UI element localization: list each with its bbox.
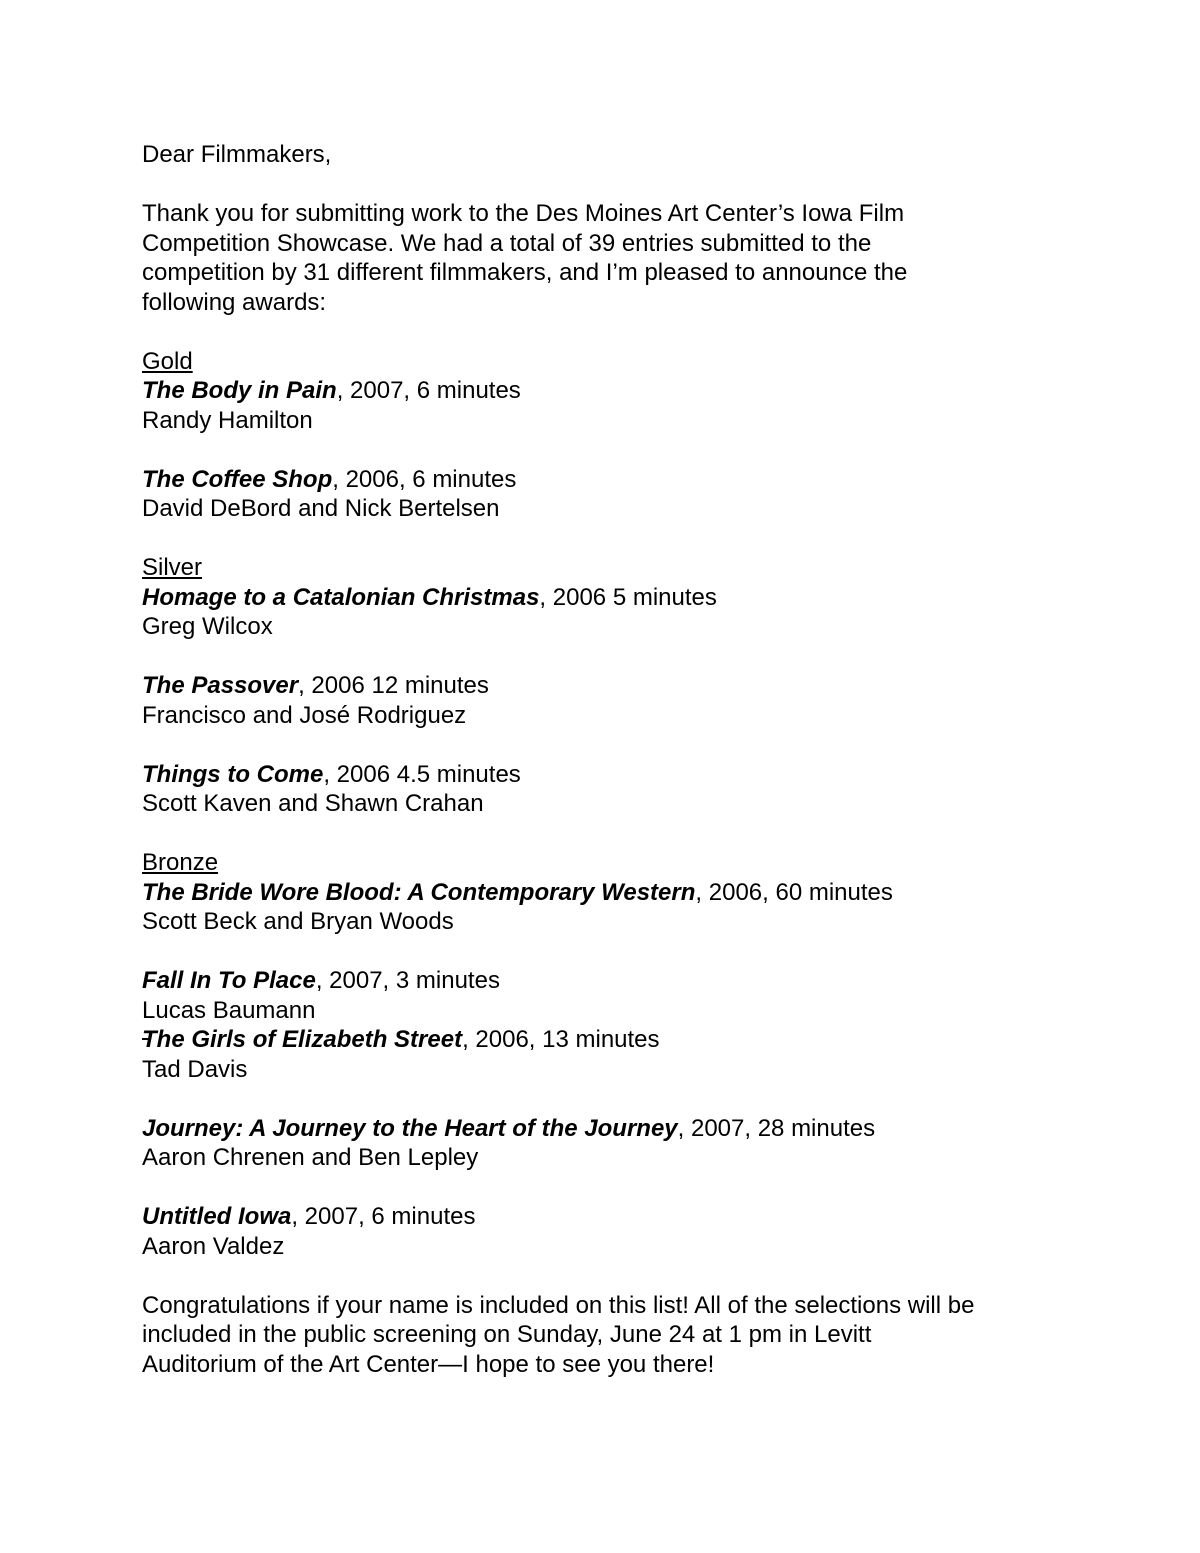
letter-page	[142, 140, 1082, 1379]
filmmakers: Greg Wilcox	[142, 613, 273, 640]
award-entry	[142, 1202, 1082, 1261]
film-title: The Coffee Shop	[142, 465, 333, 493]
film-details: , 2006 5 minutes	[539, 583, 717, 611]
film-line	[142, 760, 1082, 790]
film-title: Untitled Iowa	[142, 1203, 292, 1230]
filmmakers: Scott Kaven and Shawn Crahan	[142, 790, 484, 817]
film-line	[142, 1114, 1082, 1144]
film-line	[142, 376, 1082, 406]
closing-paragraph	[142, 1291, 1082, 1380]
intro-line: Thank you for submitting work to the Des Moines Art Center’s Iowa Film	[142, 200, 905, 227]
award-tier-gold: Gold	[142, 347, 193, 375]
film-details: , 2007, 6 minutes	[336, 377, 521, 404]
filmmakers: Scott Beck and Bryan Woods	[142, 908, 454, 935]
film-details: , 2007, 6 minutes	[291, 1203, 476, 1230]
film-line	[142, 583, 1082, 613]
filmmakers: Randy Hamilton	[142, 406, 313, 434]
closing-line: included in the public screening on Sunday, June 24 at 1 pm in Levitt	[142, 1321, 872, 1348]
filmmakers: Tad Davis	[142, 1055, 248, 1083]
award-entry	[142, 583, 1082, 642]
filmmakers: Aaron Valdez	[142, 1232, 285, 1260]
film-details: , 2006 4.5 minutes	[323, 760, 521, 788]
film-title: The Bride Wore Blood: A Contemporary Western	[142, 878, 696, 906]
film-line	[142, 878, 1082, 908]
bronze-section	[142, 848, 1082, 1261]
award-tier-bronze: Bronze	[142, 849, 219, 876]
film-details: , 2006 12 minutes	[298, 672, 489, 699]
film-title: Journey: A Journey to the Heart of the Journey	[142, 1114, 678, 1142]
award-entry	[142, 760, 1082, 819]
award-entry	[142, 671, 1082, 730]
filmmakers: Francisco and José Rodriguez	[142, 701, 467, 729]
film-line	[142, 1025, 1082, 1055]
film-title: The Body in Pain	[142, 377, 337, 404]
award-tier-silver: Silver	[142, 554, 203, 581]
closing-line: Auditorium of the Art Center—I hope to see you there!	[142, 1350, 715, 1378]
gold-section	[142, 347, 1082, 524]
film-title: The Passover	[142, 672, 299, 699]
film-line	[142, 671, 1082, 701]
film-details: , 2006, 6 minutes	[332, 465, 517, 493]
film-details: , 2006, 60 minutes	[695, 878, 893, 906]
film-line	[142, 966, 1082, 996]
greeting: Dear Filmmakers,	[142, 141, 332, 168]
film-details: , 2006, 13 minutes	[462, 1026, 660, 1053]
film-details: , 2007, 28 minutes	[677, 1114, 876, 1142]
intro-line: following awards:	[142, 288, 327, 316]
film-title: Things to Come	[142, 760, 324, 788]
filmmakers: David DeBord and Nick Bertelsen	[142, 495, 500, 522]
silver-section	[142, 553, 1082, 819]
award-entry	[142, 1114, 1082, 1173]
closing-line: Congratulations if your name is included on this list! All of the selections will be	[142, 1291, 975, 1319]
film-title: Homage to a Catalonian Christmas	[142, 583, 540, 611]
intro-line: Competition Showcase. We had a total of 39 entries submitted to the	[142, 229, 872, 257]
film-line	[142, 1202, 1082, 1232]
award-entry	[142, 1025, 1082, 1084]
film-details: , 2007, 3 minutes	[315, 967, 500, 994]
intro-line: competition by 31 different filmmakers, and I’m pleased to announce the	[142, 259, 908, 286]
film-title: Fall In To Place	[142, 967, 316, 994]
film-line	[142, 465, 1082, 495]
film-title: The Girls of Elizabeth Street	[142, 1026, 463, 1053]
award-entry	[142, 376, 1082, 435]
intro-paragraph	[142, 199, 1082, 317]
award-entry	[142, 966, 1082, 1025]
award-entry	[142, 465, 1082, 524]
filmmakers: Aaron Chrenen and Ben Lepley	[142, 1144, 479, 1171]
filmmakers: Lucas Baumann	[142, 996, 316, 1024]
award-entry	[142, 878, 1082, 937]
